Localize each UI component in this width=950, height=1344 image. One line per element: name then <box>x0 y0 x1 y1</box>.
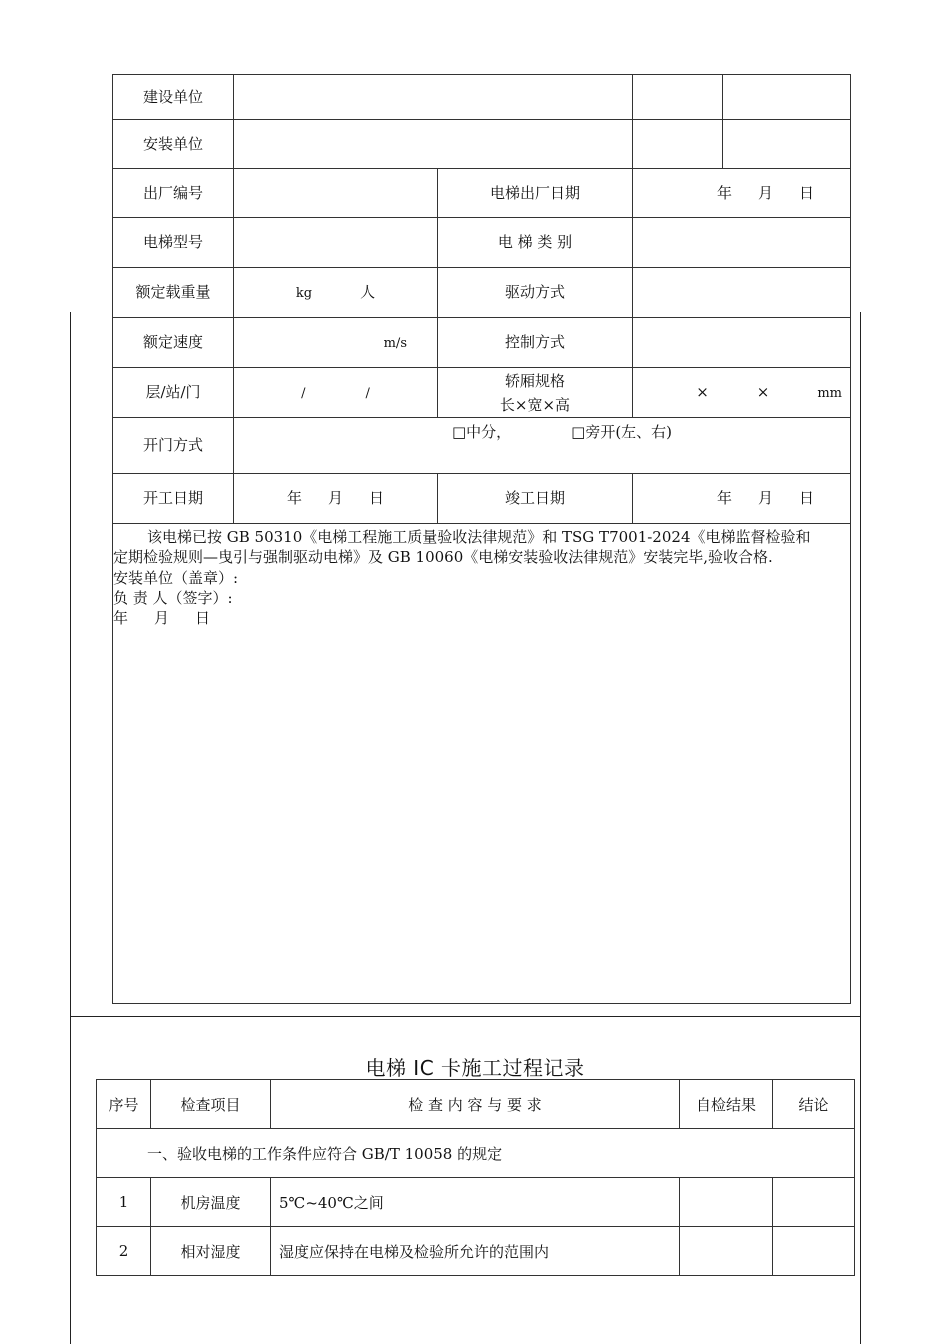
form-row-model <box>113 218 851 268</box>
floors-label: 层/站/门 <box>113 368 234 418</box>
load-unit-person: 人 <box>360 283 376 302</box>
record-title: 电梯 IC 卡施工过程记录 <box>365 1056 585 1080</box>
form-row-certification <box>113 524 851 1004</box>
header-conclusion: 结论 <box>773 1080 855 1129</box>
table-row <box>97 1178 855 1227</box>
factory-date-month: 月 <box>757 183 773 202</box>
row-no: 2 <box>97 1227 151 1276</box>
floors-sep-1: / <box>301 386 306 402</box>
car-spec-label-line2: 长×宽×高 <box>499 395 571 414</box>
record-section-row <box>97 1129 855 1178</box>
end-date-month: 月 <box>757 489 773 508</box>
model-value[interactable] <box>234 218 438 268</box>
factory-no-value[interactable] <box>234 169 438 218</box>
install-unit-extra-1[interactable] <box>633 120 723 169</box>
load-unit-kg: kg <box>295 286 313 302</box>
rated-load-value[interactable] <box>234 268 438 318</box>
start-date-label: 开工日期 <box>113 474 234 524</box>
row-content: 5℃~40℃之间 <box>271 1178 680 1227</box>
form-row-floors <box>113 368 851 418</box>
row-no: 1 <box>97 1178 151 1227</box>
door-option-side[interactable]: □旁开(左、右) <box>571 423 673 441</box>
start-date-value[interactable] <box>234 474 438 524</box>
factory-no-label: 出厂编号 <box>113 169 234 218</box>
certification-date <box>113 608 850 628</box>
car-times-1: × <box>696 383 709 402</box>
header-content: 检 查 内 容 与 要 求 <box>271 1080 680 1129</box>
construction-unit-label: 建设单位 <box>113 75 234 120</box>
cert-year: 年 <box>113 609 129 627</box>
certification-block <box>113 524 851 1004</box>
install-unit-value[interactable] <box>234 120 633 169</box>
drive-label: 驱动方式 <box>438 268 633 318</box>
start-date-year: 年 <box>286 489 302 508</box>
seal-line: 安装单位（盖章）: <box>113 568 239 587</box>
factory-date-label: 电梯出厂日期 <box>438 169 633 218</box>
responsible-line: 负 责 人（签字）: <box>113 588 233 607</box>
floors-value[interactable] <box>234 368 438 418</box>
form-row-factory <box>113 169 851 218</box>
model-label: 电梯型号 <box>113 218 234 268</box>
category-label: 电 梯 类 别 <box>438 218 633 268</box>
page-left-border <box>70 312 71 1344</box>
car-spec-label <box>438 368 633 418</box>
door-label: 开门方式 <box>113 418 234 474</box>
end-date-year: 年 <box>716 489 732 508</box>
header-no: 序号 <box>97 1080 151 1129</box>
control-label: 控制方式 <box>438 318 633 368</box>
section-1-title: 一、验收电梯的工作条件应符合 GB/T 10058 的规定 <box>97 1129 855 1178</box>
row-conclusion[interactable] <box>773 1178 855 1227</box>
drive-value[interactable] <box>633 268 851 318</box>
row-self-check[interactable] <box>680 1227 773 1276</box>
speed-unit: m/s <box>383 336 407 352</box>
factory-date-year: 年 <box>716 183 732 202</box>
form-row-load <box>113 268 851 318</box>
row-item: 相对湿度 <box>151 1227 271 1276</box>
rated-speed-label: 额定速度 <box>113 318 234 368</box>
end-date-label: 竣工日期 <box>438 474 633 524</box>
certification-line-2: 定期检验规则—曳引与强制驱动电梯》及 GB 10060《电梯安装验收法律规范》安装完毕,验收合格. <box>113 548 773 567</box>
rated-load-label: 额定载重量 <box>113 268 234 318</box>
form-row-dates <box>113 474 851 524</box>
elevator-acceptance-form <box>112 74 851 1004</box>
door-options <box>234 418 851 474</box>
form-row-door <box>113 418 851 474</box>
form-row-construction-unit <box>113 75 851 120</box>
car-unit: mm <box>817 386 842 402</box>
category-value[interactable] <box>633 218 851 268</box>
cert-day: 日 <box>195 609 211 627</box>
factory-date-day: 日 <box>799 183 815 202</box>
inspection-record-table <box>96 1079 855 1276</box>
car-times-2: × <box>756 383 770 402</box>
control-value[interactable] <box>633 318 851 368</box>
rated-speed-value[interactable] <box>234 318 438 368</box>
row-self-check[interactable] <box>680 1178 773 1227</box>
factory-date-value[interactable] <box>633 169 851 218</box>
end-date-day: 日 <box>799 489 815 508</box>
header-item: 检查项目 <box>151 1080 271 1129</box>
car-spec-value[interactable] <box>633 368 851 418</box>
row-content: 湿度应保持在电梯及检验所允许的范围内 <box>271 1227 680 1276</box>
certification-line-1: 该电梯已按 GB 50310《电梯工程施工质量验收法律规范》和 TSG T7001-2024《电梯监督检验和 <box>147 528 811 546</box>
form-row-install-unit <box>113 120 851 169</box>
row-item: 机房温度 <box>151 1178 271 1227</box>
record-header-row <box>97 1080 855 1129</box>
construction-unit-value[interactable] <box>234 75 633 120</box>
floors-sep-2: / <box>365 386 370 402</box>
form-row-speed <box>113 318 851 368</box>
start-date-month: 月 <box>327 489 343 508</box>
end-date-value[interactable] <box>633 474 851 524</box>
install-unit-label: 安装单位 <box>113 120 234 169</box>
construction-unit-extra-1[interactable] <box>633 75 723 120</box>
page-right-border <box>860 312 861 1344</box>
door-option-center[interactable]: □中分， <box>451 423 512 441</box>
car-spec-label-line1: 轿厢规格 <box>504 371 565 390</box>
start-date-day: 日 <box>369 489 385 508</box>
install-unit-extra-2[interactable] <box>723 120 851 169</box>
construction-unit-extra-2[interactable] <box>723 75 851 120</box>
row-conclusion[interactable] <box>773 1227 855 1276</box>
cert-month: 月 <box>154 609 170 627</box>
page-divider <box>70 1016 861 1017</box>
header-self-check: 自检结果 <box>680 1080 773 1129</box>
table-row <box>97 1227 855 1276</box>
